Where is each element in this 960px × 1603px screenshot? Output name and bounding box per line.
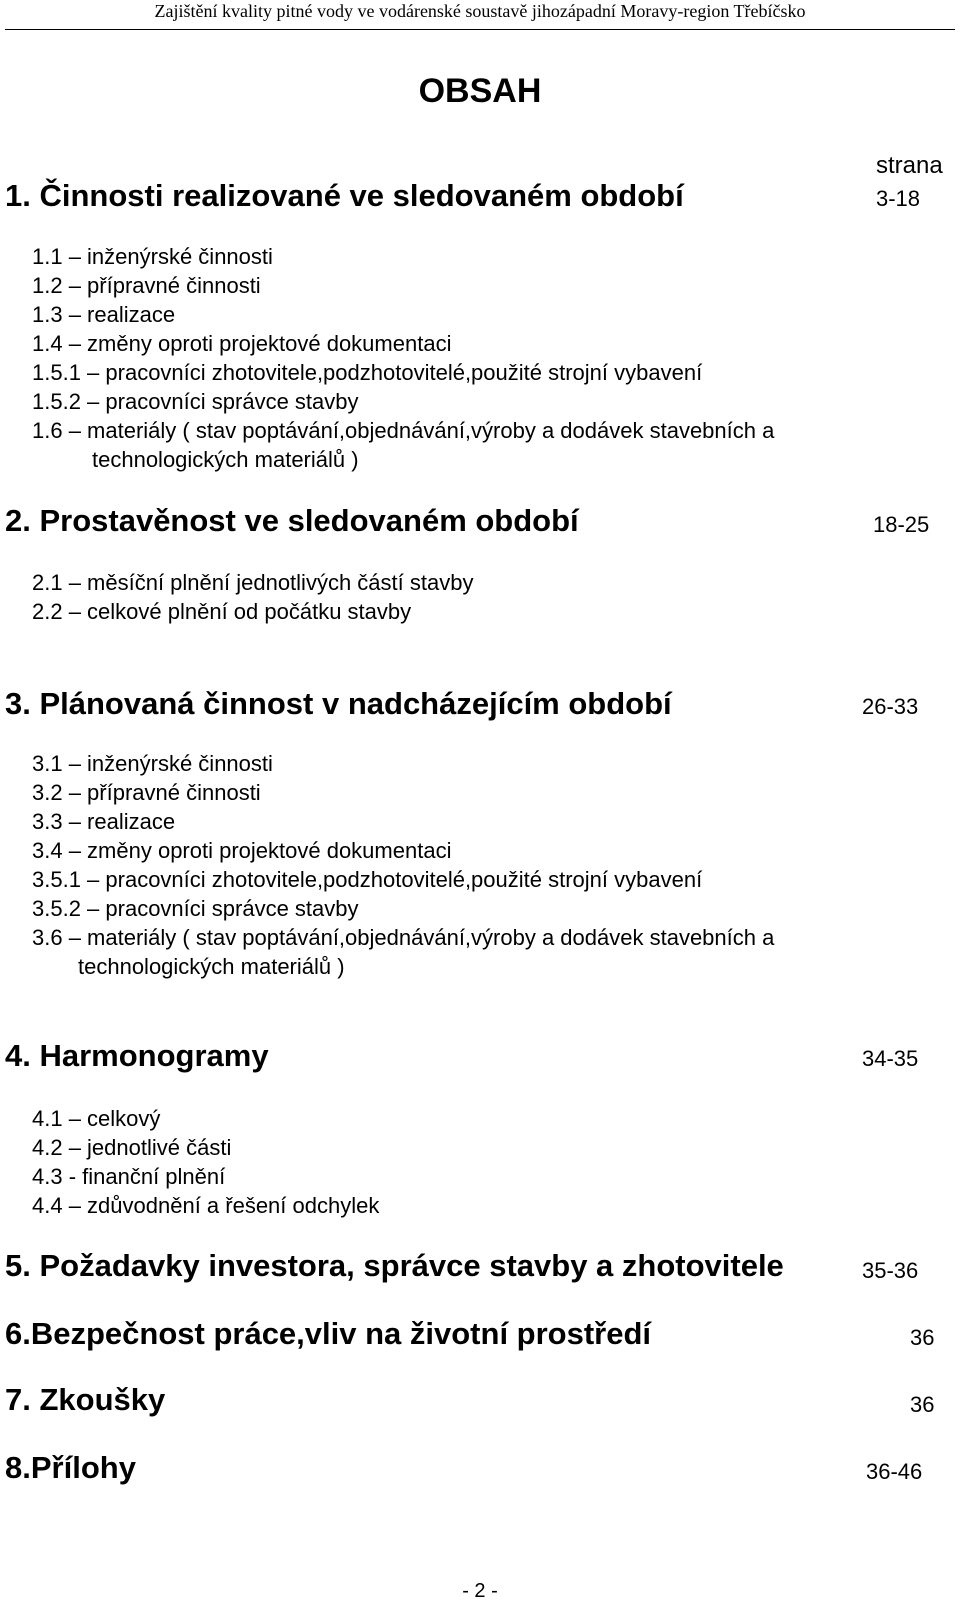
toc-item: 1.2 – přípravné činnosti: [32, 273, 261, 298]
toc-item: 4.3 - finanční plnění: [32, 1164, 226, 1189]
toc-pages-6: 36: [910, 1325, 935, 1350]
toc-pages-2: 18-25: [873, 512, 930, 537]
toc-heading-5: 5. Požadavky investora, správce stavby a zhotovitele: [5, 1248, 784, 1283]
toc-pages-5: 35-36: [862, 1258, 919, 1283]
toc-heading-2: 2. Prostavěnost ve sledovaném období: [5, 503, 579, 538]
toc-item-continuation: technologických materiálů ): [78, 954, 345, 979]
toc-item: 1.5.1 – pracovníci zhotovitele,podzhotovitelé,použité strojní vybavení: [32, 360, 703, 385]
toc-item: 4.2 – jednotlivé části: [32, 1135, 232, 1160]
toc-pages-1: 3-18: [876, 186, 921, 211]
toc-item: 1.4 – změny oproti projektové dokumentaci: [32, 331, 452, 356]
toc-item: 3.3 – realizace: [32, 809, 176, 834]
toc-item: 4.1 – celkový: [32, 1106, 161, 1131]
toc-item: 1.6 – materiály ( stav poptávání,objednávání,výroby a dodávek stavebních a: [32, 418, 775, 443]
page-title: OBSAH: [418, 72, 542, 110]
toc-heading-8: 8.Přílohy: [5, 1450, 136, 1485]
toc-heading-1: 1. Činnosti realizované ve sledovaném období: [5, 178, 684, 213]
toc-item: 1.5.2 – pracovníci správce stavby: [32, 389, 359, 414]
toc-item: 3.6 – materiály ( stav poptávání,objednávání,výroby a dodávek stavebních a: [32, 925, 775, 950]
toc-pages-8: 36-46: [866, 1459, 923, 1484]
toc-item: 4.4 – zdůvodnění a řešení odchylek: [32, 1193, 380, 1218]
toc-pages-3: 26-33: [862, 694, 919, 719]
page-column-label: strana: [876, 152, 943, 179]
toc-item: 3.5.1 – pracovníci zhotovitele,podzhotovitelé,použité strojní vybavení: [32, 867, 703, 892]
toc-item: 2.2 – celkové plnění od počátku stavby: [32, 599, 412, 624]
running-header: Zajištění kvality pitné vody ve vodárenské soustavě jihozápadní Moravy-region Třebíčsko: [154, 1, 806, 21]
toc-heading-4: 4. Harmonogramy: [5, 1038, 269, 1073]
toc-item: 1.1 – inženýrské činnosti: [32, 244, 273, 269]
toc-item: 3.4 – změny oproti projektové dokumentaci: [32, 838, 452, 863]
toc-item: 3.5.2 – pracovníci správce stavby: [32, 896, 359, 921]
header-rule: [5, 29, 955, 30]
page-number: - 2 -: [462, 1580, 498, 1602]
toc-item: 2.1 – měsíční plnění jednotlivých částí stavby: [32, 570, 474, 595]
toc-pages-7: 36: [910, 1392, 935, 1417]
toc-item: 3.2 – přípravné činnosti: [32, 780, 261, 805]
toc-item: 3.1 – inženýrské činnosti: [32, 751, 273, 776]
toc-heading-3: 3. Plánovaná činnost v nadcházejícím období: [5, 686, 672, 721]
toc-heading-6: 6.Bezpečnost práce,vliv na životní prostředí: [5, 1316, 652, 1351]
toc-pages-4: 34-35: [862, 1046, 919, 1071]
toc-heading-7: 7. Zkoušky: [5, 1382, 166, 1417]
toc-item: 1.3 – realizace: [32, 302, 176, 327]
toc-item-continuation: technologických materiálů ): [92, 447, 359, 472]
